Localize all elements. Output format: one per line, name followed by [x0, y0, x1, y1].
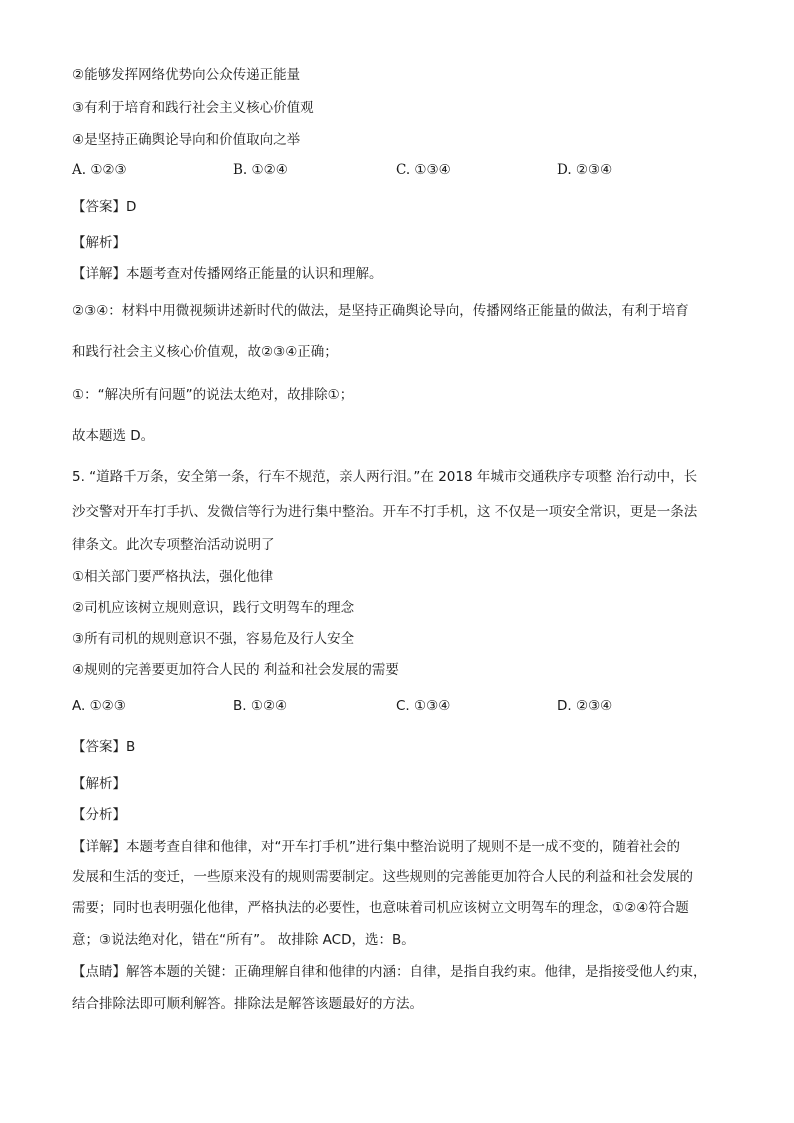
q5-option-a: A. ①②③	[72, 698, 126, 714]
q4-option-c: C. ①③④	[396, 162, 451, 178]
q5-analysis-tag: 【解析】	[72, 776, 126, 792]
q5-option-b: B. ①②④	[233, 698, 288, 714]
q5-point-1: 【点睛】解答本题的关键：正确理解自律和他律的内涵：自律，是指自我约束。他律，是指接受他人约束，	[72, 964, 707, 980]
q5-detail-1: 【详解】本题考查自律和他律，对“开车打手机”进行集中整治说明了规则不是一成不变的，随着社会的	[72, 839, 680, 855]
q4-option-b: B. ①②④	[233, 162, 288, 178]
q4-explain-4: 故本题选 D。	[72, 428, 155, 444]
q5-statement-2: ②司机应该树立规则意识，践行文明驾车的理念	[72, 600, 355, 616]
q5-stem-2: 沙交警对开车打手扒、发微信等行为进行集中整治。开车不打手机，这 不仅是一项安全常识，更是一条法	[72, 504, 698, 520]
answer-value: D	[126, 199, 137, 215]
q4-option-d: D. ②③④	[557, 162, 613, 178]
q5-statement-4: ④规则的完善要更加符合人民的 利益和社会发展的需要	[72, 662, 399, 678]
q5-statement-3: ③所有司机的规则意识不强，容易危及行人安全	[72, 631, 355, 647]
q4-answer	[72, 198, 136, 216]
q4-option-a: A. ①②③	[72, 162, 127, 178]
detail-text: 本题考查对传播网络正能量的认识和理解。	[126, 266, 383, 282]
q5-option-d: D. ②③④	[557, 698, 613, 714]
q5-point-2: 结合排除法即可顺利解答。排除法是解答该题最好的方法。	[72, 996, 423, 1012]
q4-analysis-tag: 【解析】	[72, 235, 126, 251]
q5-option-c: C. ①③④	[396, 698, 451, 714]
q4-statement-3: ③有利于培育和践行社会主义核心价值观	[72, 100, 314, 116]
q4-statement-2: ②能够发挥网络优势向公众传递正能量	[72, 67, 301, 83]
q4-explain-1: ②③④：材料中用微视频讲述新时代的做法，是坚持正确舆论导向，传播网络正能量的做法，有利于培育	[72, 303, 689, 319]
q5-answer	[72, 738, 135, 756]
q4-detail	[72, 265, 383, 283]
q5-fenxi-tag: 【分析】	[72, 807, 126, 823]
answer-tag: 【答案】	[72, 199, 126, 215]
q4-explain-3: ①：“解决所有问题”的说法太绝对，故排除①；	[72, 387, 354, 403]
detail-tag: 【详解】	[72, 266, 126, 282]
q5-detail-3: 需要；同时也表明强化他律，严格执法的必要性，也意味着司机应该树立文明驾车的理念，①②④符合题	[72, 900, 689, 916]
q4-explain-2: 和践行社会主义核心价值观，故②③④正确；	[72, 344, 338, 360]
q4-statement-4: ④是坚持正确舆论导向和价值取向之举	[72, 132, 301, 148]
answer-value: B	[126, 739, 136, 755]
q5-stem-3: 律条文。此次专项整治活动说明了	[72, 537, 275, 553]
q5-statement-1: ①相关部门要严格执法，强化他律	[72, 569, 274, 585]
answer-tag: 【答案】	[72, 739, 126, 755]
q5-detail-2: 发展和生活的变迁，一些原来没有的规则需要制定。这些规则的完善能更加符合人民的利益和社会发展的	[72, 869, 693, 885]
q5-detail-4: 意；③说法绝对化，错在“所有”。 故排除 ACD，选：B。	[72, 932, 415, 948]
q5-stem-1: 5. “道路千万条，安全第一条，行车不规范，亲人两行泪。”在 2018 年城市交通秩序专项整 治行动中，长	[72, 469, 698, 485]
